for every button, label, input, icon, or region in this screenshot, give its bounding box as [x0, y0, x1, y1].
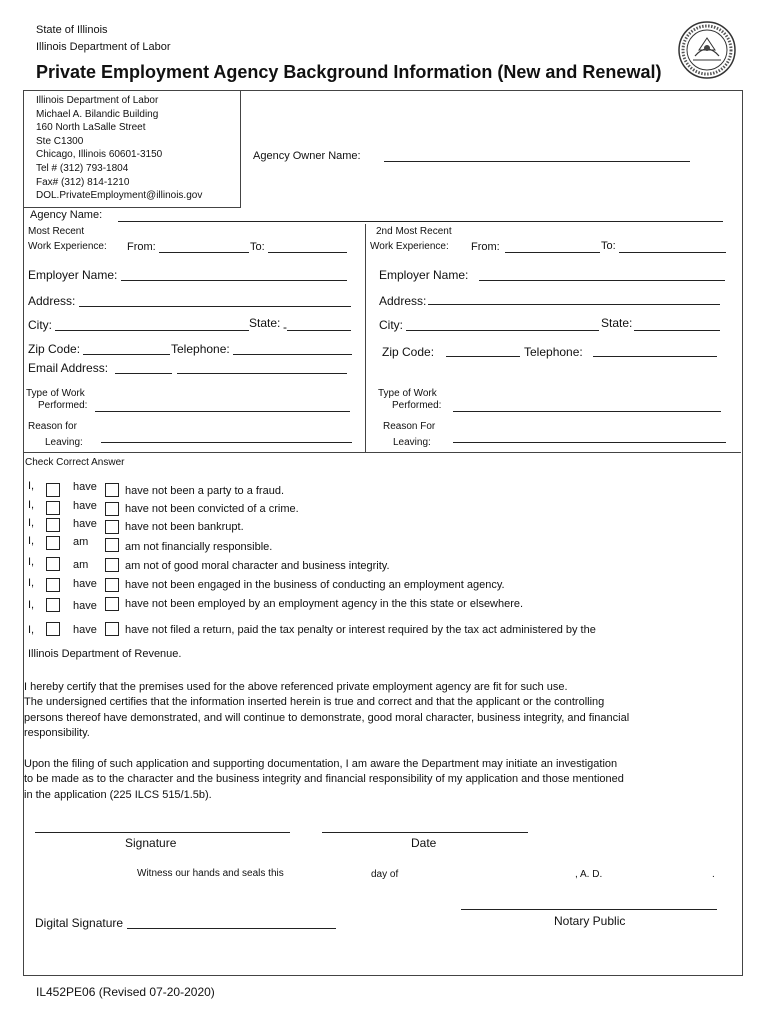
- left-reason-label-2: Leaving:: [45, 437, 83, 448]
- right-employer-label: Employer Name:: [379, 268, 469, 282]
- left-employer-field[interactable]: [121, 280, 347, 281]
- right-state-field[interactable]: [634, 330, 720, 331]
- right-heading-1: 2nd Most Recent: [376, 226, 452, 237]
- row-i-label: I,: [28, 499, 35, 511]
- right-heading-2: Work Experience:: [370, 241, 449, 252]
- right-reason-label-1: Reason For: [383, 421, 436, 432]
- agency-name-field[interactable]: [118, 221, 723, 222]
- row-option-b: am not of good moral character and business integrity.: [125, 560, 390, 572]
- right-city-field[interactable]: [406, 330, 599, 331]
- row-option-b: have not been convicted of a crime.: [125, 503, 299, 515]
- am-checkbox-4[interactable]: [46, 536, 60, 550]
- row-option-b: have not been a party to a fraud.: [125, 485, 285, 497]
- left-state-field[interactable]: [287, 330, 351, 331]
- left-from-label: From:: [127, 241, 156, 253]
- row-i-label: I,: [28, 556, 35, 568]
- have-not-checkbox-8[interactable]: [105, 622, 119, 636]
- have-checkbox-7[interactable]: [46, 598, 60, 612]
- row-option-a: have: [73, 624, 97, 636]
- right-from-field[interactable]: [505, 252, 600, 253]
- left-email-field-2[interactable]: [177, 373, 347, 374]
- signature-field[interactable]: [35, 832, 290, 833]
- row-option-a: have: [73, 500, 97, 512]
- digital-signature-field[interactable]: [127, 928, 336, 929]
- state-seal-icon: [677, 20, 737, 80]
- address-block: [36, 94, 202, 203]
- certify-line: The undersigned certifies that the information inserted herein is true and correct and that the applicant or the controlling: [24, 696, 605, 709]
- address-line: 160 North LaSalle Street: [36, 122, 146, 134]
- right-address-field[interactable]: [428, 304, 720, 305]
- page-title: Private Employment Agency Background Information (New and Renewal): [36, 62, 662, 82]
- row-i-label: I,: [28, 535, 35, 547]
- right-city-label: City:: [379, 318, 403, 332]
- right-to-field[interactable]: [619, 252, 726, 253]
- investigation-line: Upon the filing of such application and supporting documentation, I am aware the Department may initiate an investigation: [24, 758, 618, 770]
- have-not-checkbox-2[interactable]: [105, 502, 119, 516]
- left-type-label-1: Type of Work: [26, 388, 85, 399]
- address-line: Chicago, Illinois 60601-3150: [36, 149, 163, 161]
- row-option-a: am: [73, 559, 89, 571]
- left-city-label: City:: [28, 318, 52, 332]
- notary-label: Notary Public: [554, 914, 626, 928]
- right-zip-field[interactable]: [446, 356, 520, 357]
- have-checkbox-2[interactable]: [46, 501, 60, 515]
- row-option-b: have not been engaged in the business of conducting an employment agency.: [125, 579, 505, 591]
- certify-paragraph: [24, 680, 629, 742]
- have-checkbox-3[interactable]: [46, 518, 60, 532]
- row-i-label: I,: [28, 517, 35, 529]
- have-checkbox-6[interactable]: [46, 578, 60, 592]
- row-option-b: have not filed a return, paid the tax penalty or interest required by the tax act administered by the: [125, 624, 596, 636]
- witness-text: Witness our hands and seals this: [137, 868, 284, 879]
- column-divider: [365, 224, 366, 452]
- left-state-label: State:: [249, 316, 281, 330]
- right-address-label: Address:: [379, 294, 427, 308]
- left-email-label: Email Address:: [28, 361, 109, 375]
- am-not-checkbox-4[interactable]: [105, 538, 119, 552]
- right-from-label: From:: [471, 241, 500, 253]
- day-of-text: day of: [371, 869, 399, 880]
- certify-line: persons thereof have demonstrated, and will continue to demonstrate, good moral character, business integrity, and financial: [24, 711, 630, 724]
- have-not-checkbox-3[interactable]: [105, 520, 119, 534]
- left-employer-label: Employer Name:: [28, 268, 118, 282]
- right-reason-field[interactable]: [453, 442, 726, 443]
- have-not-checkbox-7[interactable]: [105, 597, 119, 611]
- left-from-field[interactable]: [159, 252, 249, 253]
- have-checkbox-8[interactable]: [46, 622, 60, 636]
- section-divider: [23, 452, 741, 453]
- have-not-checkbox-6[interactable]: [105, 578, 119, 592]
- certify-line: responsibility.: [24, 727, 90, 740]
- row-option-b: have not been bankrupt.: [125, 521, 244, 533]
- row-i-label: I,: [28, 480, 35, 492]
- date-field[interactable]: [322, 832, 528, 833]
- left-telephone-label: Telephone:: [171, 342, 230, 356]
- right-type-field[interactable]: [453, 411, 721, 412]
- row-i-label: I,: [28, 624, 35, 636]
- ad-text: , A. D.: [575, 869, 603, 880]
- revenue-continuation: Illinois Department of Revenue.: [28, 648, 182, 660]
- right-employer-field[interactable]: [479, 280, 725, 281]
- right-state-label: State:: [601, 316, 633, 330]
- am-not-checkbox-5[interactable]: [105, 558, 119, 572]
- right-type-label-1: Type of Work: [378, 388, 437, 399]
- left-city-field[interactable]: [55, 330, 249, 331]
- form-id: IL452PE06 (Revised 07-20-2020): [36, 985, 215, 999]
- row-option-a: have: [73, 518, 97, 530]
- left-state-dash: -: [283, 320, 287, 334]
- row-option-a: have: [73, 578, 97, 590]
- row-i-label: I,: [28, 577, 35, 589]
- right-to-label: To:: [601, 240, 616, 252]
- left-reason-field[interactable]: [101, 442, 352, 443]
- state-name: State of Illinois: [36, 24, 108, 36]
- investigation-line: to be made as to the character and the business integrity and financial responsibility of my application and those mentioned: [24, 773, 624, 786]
- left-heading-2: Work Experience:: [28, 241, 107, 252]
- address-line: DOL.PrivateEmployment@illinois.gov: [36, 190, 203, 202]
- right-telephone-field[interactable]: [593, 356, 717, 357]
- am-checkbox-5[interactable]: [46, 557, 60, 571]
- address-line: Ste C1300: [36, 135, 84, 147]
- row-option-b: have not been employed by an employment agency in the this state or elsewhere.: [125, 598, 524, 610]
- left-address-label: Address:: [28, 294, 76, 308]
- left-email-field-1[interactable]: [115, 373, 172, 374]
- check-heading: Check Correct Answer: [25, 457, 125, 468]
- row-option-a: have: [73, 600, 97, 612]
- department-name: Illinois Department of Labor: [36, 41, 171, 53]
- right-reason-label-2: Leaving:: [393, 437, 431, 448]
- address-line: Fax# (312) 814-1210: [36, 176, 130, 188]
- owner-name-field[interactable]: [384, 161, 690, 162]
- right-type-label-2: Performed:: [392, 400, 442, 411]
- digital-signature-label: Digital Signature: [35, 916, 124, 930]
- row-i-label: I,: [28, 599, 35, 611]
- row-option-b: am not financially responsible.: [125, 541, 273, 553]
- left-type-label-2: Performed:: [38, 400, 88, 411]
- address-line: Tel # (312) 793-1804: [36, 162, 129, 174]
- signature-label: Signature: [125, 836, 177, 850]
- agency-name-label: Agency Name:: [30, 209, 103, 221]
- investigation-paragraph: [24, 757, 624, 803]
- period-text: .: [712, 869, 715, 880]
- notary-field[interactable]: [461, 909, 717, 910]
- date-label: Date: [411, 836, 437, 850]
- have-checkbox-1[interactable]: [46, 483, 60, 497]
- right-telephone-label: Telephone:: [524, 345, 583, 359]
- row-option-a: have: [73, 481, 97, 493]
- left-zip-label: Zip Code:: [28, 342, 81, 356]
- certify-line: I hereby certify that the premises used for the above referenced private employment agency are fit for such use.: [24, 681, 568, 693]
- left-reason-label-1: Reason for: [28, 421, 77, 432]
- left-zip-field[interactable]: [83, 354, 170, 355]
- investigation-line: in the application (225 ILCS 515/1.5b).: [24, 788, 212, 801]
- left-telephone-field[interactable]: [233, 354, 352, 355]
- address-line: Michael A. Bilandic Building: [36, 108, 159, 120]
- owner-name-label: Agency Owner Name:: [253, 150, 361, 162]
- left-to-field[interactable]: [268, 252, 347, 253]
- left-type-field[interactable]: [95, 411, 350, 412]
- left-address-field[interactable]: [79, 306, 351, 307]
- have-not-checkbox-1[interactable]: [105, 483, 119, 497]
- address-line: Illinois Department of Labor: [36, 95, 159, 106]
- right-zip-label: Zip Code:: [382, 345, 435, 359]
- left-to-label: To:: [250, 241, 265, 253]
- left-heading-1: Most Recent: [28, 226, 85, 237]
- row-option-a: am: [73, 536, 89, 548]
